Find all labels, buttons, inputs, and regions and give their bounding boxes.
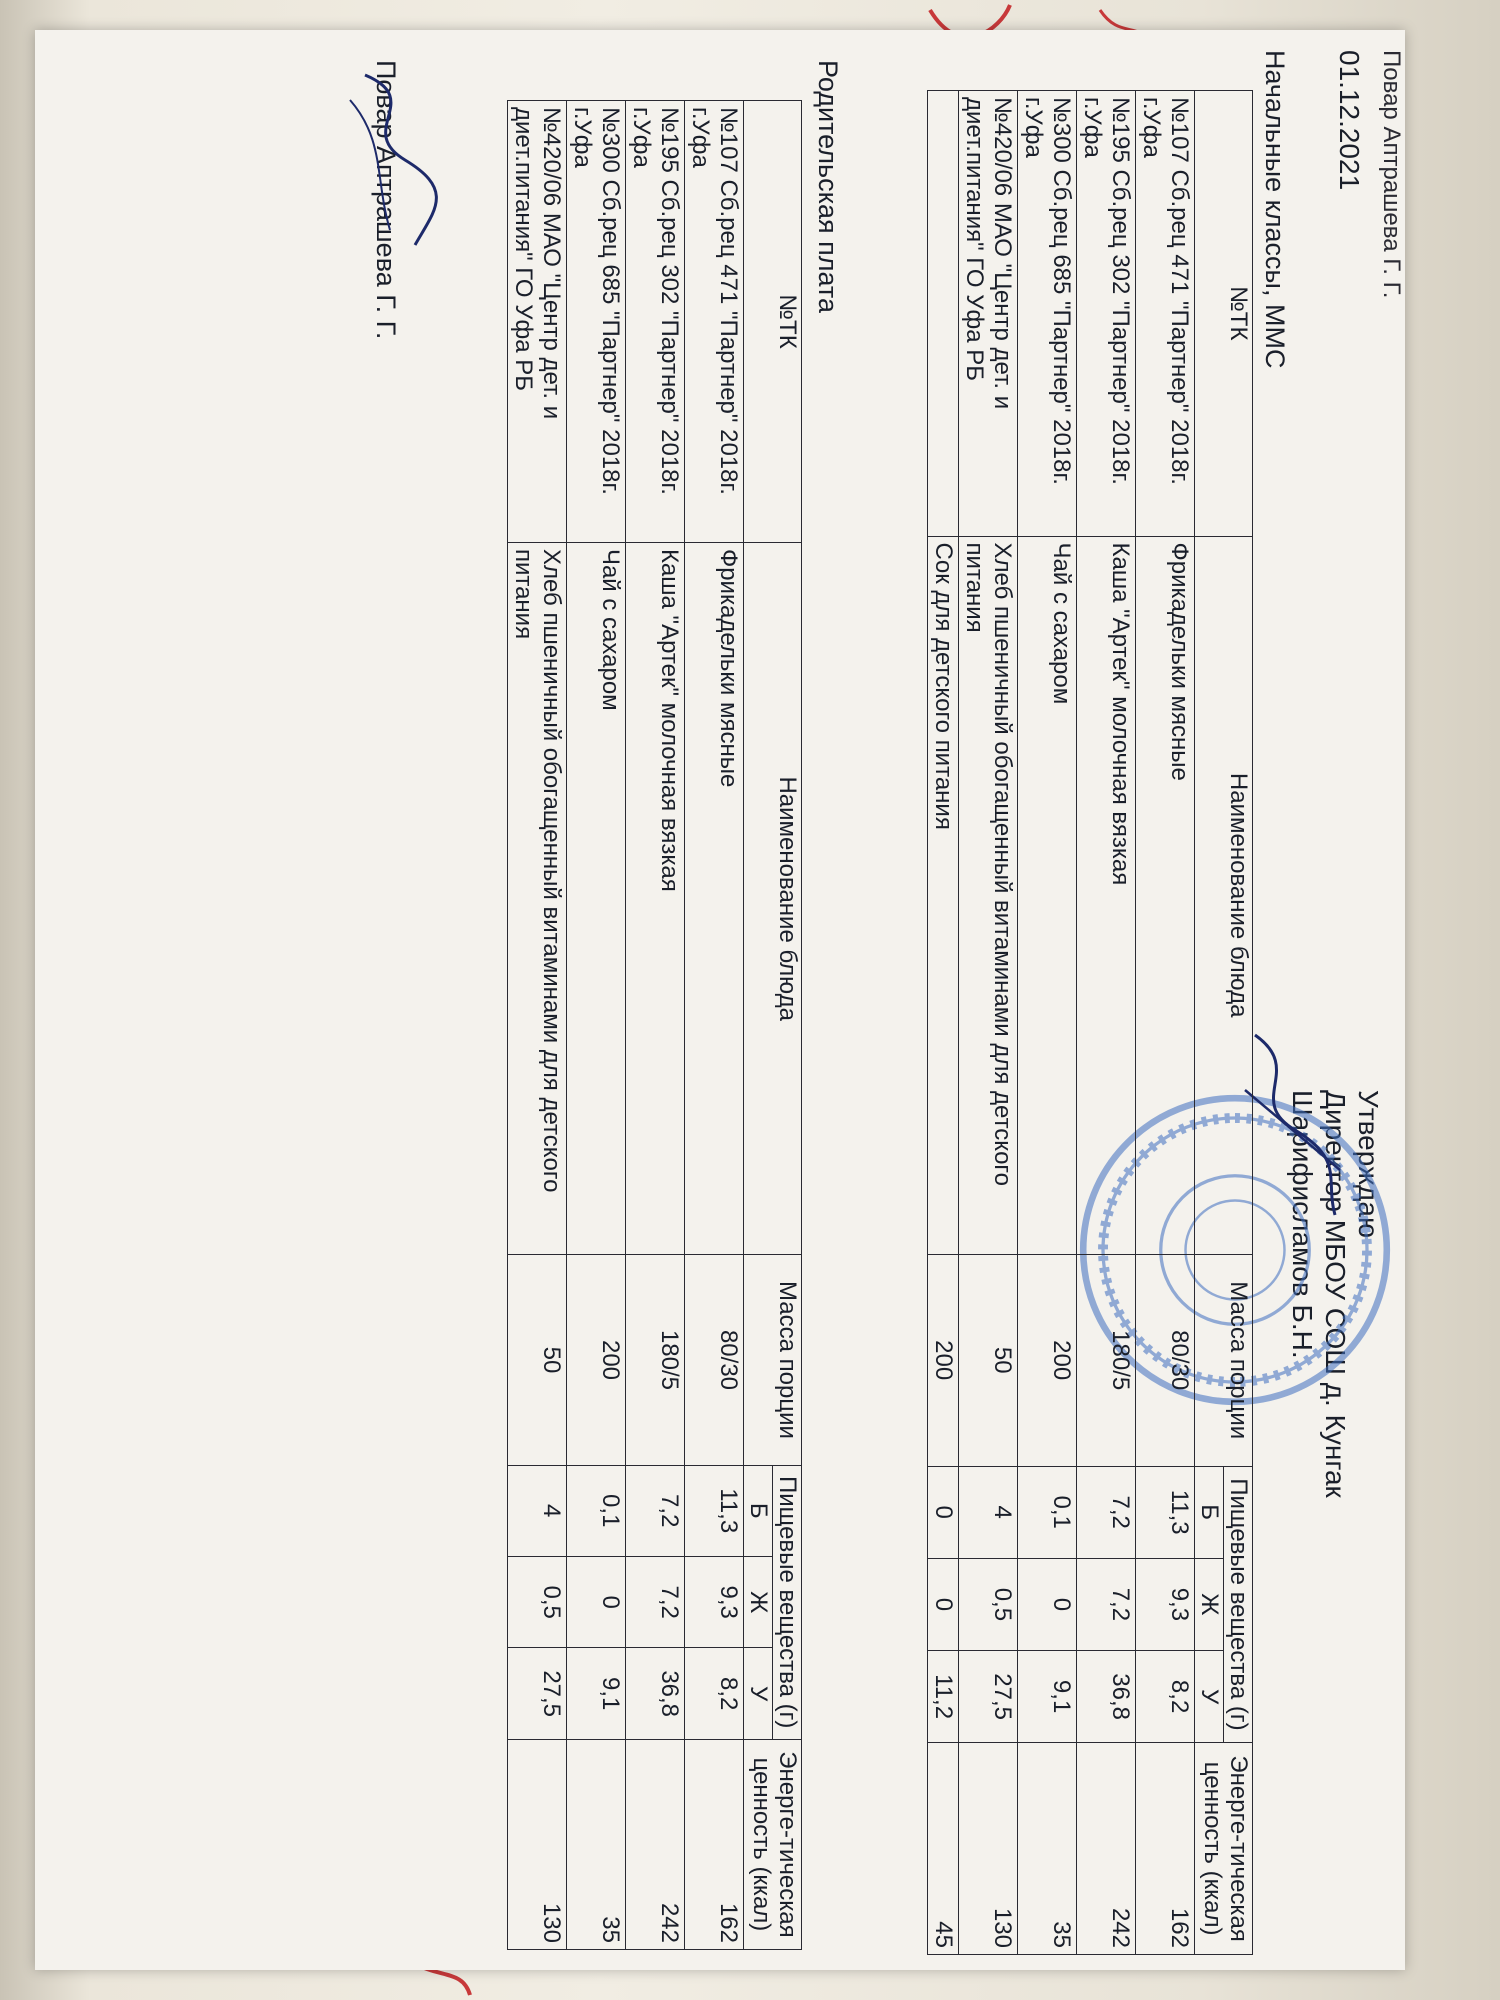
approval-line: Утверждаю — [1353, 1090, 1384, 1238]
table-row — [508, 101, 567, 1950]
cell-zh: 9,3 — [685, 1556, 744, 1647]
cell-u: 8,2 — [1136, 1651, 1195, 1743]
cell-name: Каша "Артек" молочная вязкая — [1077, 536, 1136, 1254]
cell-name: Чай с сахаром — [1018, 536, 1077, 1254]
cell-tk: №195 Сб.рец 302 "Партнер" 2018г. г.Уфа — [1077, 91, 1136, 537]
cell-energy: 35 — [567, 1739, 626, 1949]
col-header-zh: Ж — [1195, 1558, 1224, 1650]
cell-b: 11,3 — [1136, 1466, 1195, 1558]
col-header-b: Б — [744, 1465, 773, 1556]
cell-zh: 0,5 — [508, 1556, 567, 1647]
cell-zh: 7,2 — [1077, 1558, 1136, 1650]
cell-name: Фрикадельки мясные — [685, 542, 744, 1255]
top-cut-text: Повар Аптрашева Г. Г. — [1378, 50, 1405, 299]
cell-tk: №300 Сб.рец 685 "Партнер" 2018г. г.Уфа — [567, 101, 626, 543]
cell-mass: 200 — [1018, 1254, 1077, 1466]
cell-b: 11,3 — [685, 1465, 744, 1556]
cell-name: Каша "Артек" молочная вязкая — [626, 542, 685, 1255]
cell-name: Фрикадельки мясные — [1136, 536, 1195, 1254]
col-header-nutrients: Пищевые вещества (г) — [773, 1465, 802, 1739]
cell-tk: №107 Сб.рец 471 "Партнер" 2018г. г.Уфа — [1136, 91, 1195, 537]
approval-line: Директор МБОУ СОШ д. Кунгак — [1320, 1090, 1351, 1498]
menu-table-primary — [927, 90, 1253, 1955]
table-row — [959, 91, 1018, 1955]
cell-tk — [928, 91, 959, 537]
cell-u: 36,8 — [1077, 1651, 1136, 1743]
cell-energy: 45 — [928, 1743, 959, 1955]
cell-b: 4 — [508, 1465, 567, 1556]
table-row — [685, 101, 744, 1950]
cell-energy: 130 — [959, 1743, 1018, 1955]
table-row — [567, 101, 626, 1950]
table-row — [626, 101, 685, 1950]
cell-b: 7,2 — [626, 1465, 685, 1556]
cell-b: 0,1 — [567, 1465, 626, 1556]
col-header-tk: №ТК — [744, 101, 802, 543]
cell-tk: №107 Сб.рец 471 "Партнер" 2018г. г.Уфа — [685, 101, 744, 543]
cell-name: Чай с сахаром — [567, 542, 626, 1255]
menu-table-parental — [507, 100, 802, 1950]
table-row — [928, 91, 959, 1955]
cell-energy: 162 — [685, 1739, 744, 1949]
col-header-tk: №ТК — [1195, 91, 1253, 537]
cell-tk: №300 Сб.рец 685 "Партнер" 2018г. г.Уфа — [1018, 91, 1077, 537]
col-header-zh: Ж — [744, 1556, 773, 1647]
cell-name: Хлеб пшеничный обогащенный витаминами для детского питания — [959, 536, 1018, 1254]
table-row — [1077, 91, 1136, 1955]
col-header-name: Наименование блюда — [744, 542, 802, 1255]
cell-u: 11,2 — [928, 1651, 959, 1743]
cell-energy: 162 — [1136, 1743, 1195, 1955]
cell-tk: №420/06 МАО "Центр дет. и диет.питания" ГО Уфа РБ — [959, 91, 1018, 537]
document-sheet — [35, 30, 1405, 1970]
cell-zh: 0 — [1018, 1558, 1077, 1650]
col-header-name: Наименование блюда — [1195, 536, 1253, 1254]
cell-u: 9,1 — [1018, 1651, 1077, 1743]
cell-tk: №420/06 МАО "Центр дет. и диет.питания" ГО Уфа РБ — [508, 101, 567, 543]
cell-zh: 0,5 — [959, 1558, 1018, 1650]
cell-energy: 242 — [1077, 1743, 1136, 1955]
approval-line: Шарифисламов Б.Н. — [1287, 1090, 1318, 1359]
col-header-mass: Масса порции — [1195, 1254, 1253, 1466]
cell-b: 0 — [928, 1466, 959, 1558]
cell-u: 27,5 — [959, 1651, 1018, 1743]
cell-b: 4 — [959, 1466, 1018, 1558]
cell-zh: 0 — [928, 1558, 959, 1650]
cell-mass: 200 — [928, 1254, 959, 1466]
col-header-mass: Масса порции — [744, 1255, 802, 1465]
cell-u: 27,5 — [508, 1648, 567, 1739]
cell-mass: 80/30 — [685, 1255, 744, 1465]
approval-block — [1286, 1090, 1385, 1498]
cell-mass: 80/30 — [1136, 1254, 1195, 1466]
cell-mass: 50 — [508, 1255, 567, 1465]
cell-name: Сок для детского питания — [928, 536, 959, 1254]
col-header-u: У — [744, 1648, 773, 1739]
cell-energy: 35 — [1018, 1743, 1077, 1955]
cell-zh: 9,3 — [1136, 1558, 1195, 1650]
cell-zh: 7,2 — [626, 1556, 685, 1647]
cell-name: Хлеб пшеничный обогащенный витаминами для детского питания — [508, 542, 567, 1255]
section-title-primary: Начальные классы, ММС — [1260, 50, 1290, 369]
cell-u: 8,2 — [685, 1648, 744, 1739]
cell-energy: 242 — [626, 1739, 685, 1949]
col-header-nutrients: Пищевые вещества (г) — [1224, 1466, 1253, 1743]
col-header-b: Б — [1195, 1466, 1224, 1558]
table-row — [1136, 91, 1195, 1955]
table-header-row — [773, 101, 802, 1950]
col-header-energy: Энерге-тическая ценность (ккал) — [744, 1739, 802, 1949]
cell-energy: 130 — [508, 1739, 567, 1949]
col-header-u: У — [1195, 1651, 1224, 1743]
cook-signature-line: Повар Аптрашева Г. Г. — [371, 60, 401, 340]
section-title-parental: Родительская плата — [813, 60, 843, 314]
cell-mass: 180/5 — [1077, 1254, 1136, 1466]
cell-mass: 180/5 — [626, 1255, 685, 1465]
cell-b: 7,2 — [1077, 1466, 1136, 1558]
cell-u: 36,8 — [626, 1648, 685, 1739]
cell-mass: 50 — [959, 1254, 1018, 1466]
document-date: 01.12.2021 — [1334, 50, 1365, 191]
cell-u: 9,1 — [567, 1648, 626, 1739]
cell-zh: 0 — [567, 1556, 626, 1647]
col-header-energy: Энерге-тическая ценность (ккал) — [1195, 1743, 1253, 1955]
table-header-row — [1224, 91, 1253, 1955]
cell-b: 0,1 — [1018, 1466, 1077, 1558]
cell-mass: 200 — [567, 1255, 626, 1465]
table-row — [1018, 91, 1077, 1955]
cell-tk: №195 Сб.рец 302 "Партнер" 2018г. г.Уфа — [626, 101, 685, 543]
